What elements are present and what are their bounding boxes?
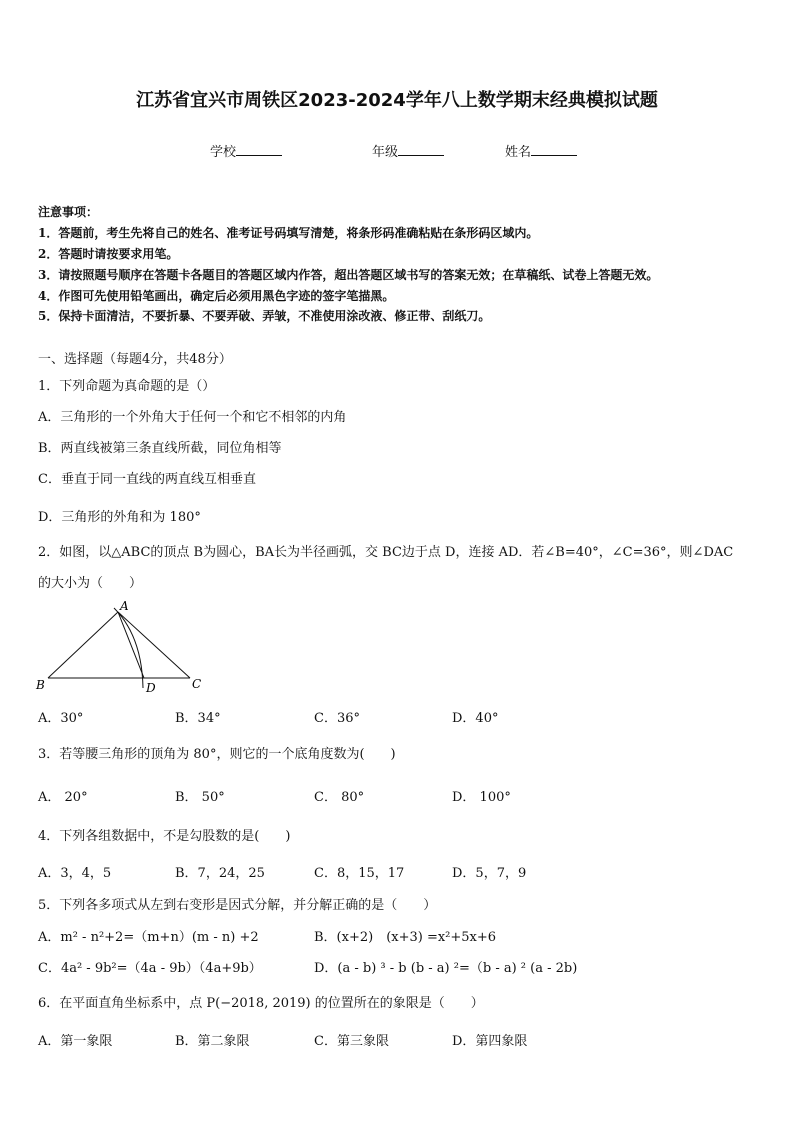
q2-option-c: C．36°: [314, 711, 360, 726]
q2-stem-line1: 2．如图，以△ABC的顶点 B为圆心，BA长为半径画弧，交 BC边于点 D，连接 AD．若∠B=40°，∠C=36°，则∠DAC: [38, 545, 734, 560]
q6-option-b: B．第二象限: [175, 1034, 250, 1049]
q2-triangle-figure: [30, 596, 210, 696]
name-field: [505, 141, 577, 160]
notice-item: 1．答题前，考生先将自己的姓名、准考证号码填写清楚，将条形码准确粘贴在条形码区域内。: [38, 226, 539, 240]
label-a: A: [120, 599, 129, 613]
q1-option-b: B．两直线被第三条直线所截，同位角相等: [38, 441, 282, 456]
q2-stem-line2: 的大小为（ ）: [38, 576, 143, 591]
name-blank: [531, 143, 577, 156]
notice-item: 4．作图可先使用铅笔画出，确定后必须用黑色字迹的签字笔描黑。: [38, 289, 395, 303]
q2-option-b: B．34°: [175, 711, 221, 726]
segment-ba: [48, 612, 118, 678]
q5-option-b: B．(x+2) (x+3) =x²+5x+6: [314, 930, 497, 945]
segment-ad: [118, 612, 144, 678]
page-title: 江苏省宜兴市周铁区2023-2024学年八上数学期末经典模拟试题: [136, 90, 658, 111]
segment-ac: [118, 612, 190, 678]
label-c: C: [192, 677, 202, 691]
q3-option-b: B． 50°: [175, 790, 225, 805]
q6-option-d: D．第四象限: [452, 1034, 528, 1049]
q5-stem: 5．下列各多项式从左到右变形是因式分解，并分解正确的是（ ）: [38, 898, 437, 913]
arc: [114, 608, 143, 688]
q3-option-c: C． 80°: [314, 790, 365, 805]
notice-item: 3．请按照题号顺序在答题卡各题目的答题区域内作答，超出答题区域书写的答案无效；在草稿纸、试卷上答题无效。: [38, 268, 659, 282]
q4-option-a: A．3，4，5: [38, 866, 112, 881]
q2-option-a: A．30°: [38, 711, 84, 726]
q4-option-d: D．5，7，9: [452, 866, 527, 881]
q6-stem: 6．在平面直角坐标系中，点 P(−2018, 2019) 的位置所在的象限是（ ）: [38, 996, 484, 1011]
name-label: 姓名: [505, 145, 532, 160]
grade-label: 年级: [372, 145, 399, 160]
notice-item: 5．保持卡面清洁，不要折暴、不要弄破、弄皱，不准使用涂改液、修正带、刮纸刀。: [38, 309, 491, 323]
q3-option-d: D． 100°: [452, 790, 511, 805]
school-field: [210, 141, 282, 160]
grade-blank: [398, 143, 444, 156]
q6-option-a: A．第一象限: [38, 1034, 113, 1049]
q1-stem: 1．下列命题为真命题的是（）: [38, 379, 216, 394]
notice-item: 2．答题时请按要求用笔。: [38, 247, 179, 261]
q5-option-c: C．4a² - 9b²=（4a - 9b）（4a+9b）: [38, 961, 262, 976]
q6-option-c: C．第三象限: [314, 1034, 389, 1049]
q3-option-a: A． 20°: [38, 790, 88, 805]
q1-option-c: C．垂直于同一直线的两直线互相垂直: [38, 472, 256, 487]
q1-option-a: A．三角形的一个外角大于任何一个和它不相邻的内角: [38, 410, 347, 425]
label-b: B: [36, 678, 45, 692]
label-d: D: [146, 681, 156, 695]
school-label: 学校: [210, 145, 237, 160]
grade-field: [372, 141, 444, 160]
section-heading: 一、选择题（每题4分，共48分）: [38, 352, 232, 367]
q4-stem: 4．下列各组数据中，不是勾股数的是( ): [38, 829, 291, 844]
q3-stem: 3．若等腰三角形的顶角为 80°，则它的一个底角度数为( ): [38, 747, 396, 762]
q1-option-d: D．三角形的外角和为 180°: [38, 510, 201, 525]
q5-option-a: A．m² - n²+2=（m+n）(m - n) +2: [38, 930, 259, 945]
q4-option-b: B．7，24，25: [175, 866, 265, 881]
q5-option-d: D．(a - b) ³ - b (b - a) ²=（b - a) ² (a - 2b): [314, 961, 578, 976]
notice-heading: 注意事项：: [38, 205, 99, 219]
school-blank: [236, 143, 282, 156]
q4-option-c: C．8，15，17: [314, 866, 405, 881]
q2-option-d: D．40°: [452, 711, 499, 726]
